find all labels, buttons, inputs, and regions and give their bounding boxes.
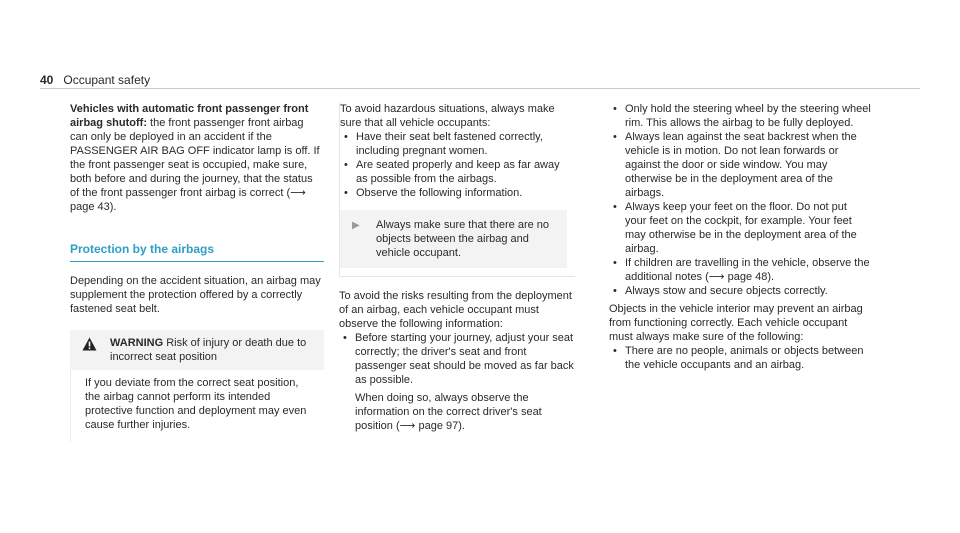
triangle-right-icon: ▶	[352, 220, 360, 231]
auto-shutoff-heading: Vehicles with automatic front passenger front airbag shutoff:	[70, 103, 309, 129]
page-header	[40, 73, 150, 87]
list-item: • Always keep your feet on the floor. Do not put your feet on the cockpit, for example. Your feet may otherwise be in the deployment area of the airbag.	[609, 200, 871, 256]
warning-header	[70, 330, 324, 370]
warning-box	[70, 330, 324, 442]
column-2	[339, 102, 575, 433]
page-ref-arrow-icon: ⟶	[290, 187, 306, 199]
section-title-header: Occupant safety	[63, 73, 151, 87]
instruction-note	[340, 210, 567, 268]
deployment-risk-intro: To avoid the risks resulting from the deployment of an airbag, each vehicle occupant must observe the following information:	[339, 290, 572, 330]
warning-triangle-icon	[82, 336, 98, 364]
airbag-instructions-list	[609, 102, 871, 298]
section-heading-protection: Protection by the airbags	[70, 242, 324, 262]
note-text: Always make sure that there are no objects between the airbag and vehicle occupant.	[376, 219, 550, 259]
warning-continuation-box	[339, 102, 575, 277]
page-ref-arrow-icon: ⟶	[708, 271, 725, 283]
page-number: 40	[40, 73, 54, 87]
column-1	[70, 102, 324, 442]
hazard-intro: To avoid hazardous situations, always make sure that all vehicle occupants:	[340, 103, 555, 129]
list-item: • Observe the following information.	[340, 186, 567, 200]
column-3	[609, 102, 871, 372]
objects-list	[609, 344, 871, 372]
list-item: • Only hold the steering wheel by the steering wheel rim. This allows the airbag to be fully deployed.	[609, 102, 871, 130]
page-ref-arrow-icon: ⟶	[399, 420, 416, 432]
list-item: • Before starting your journey, adjust your seat correctly; the driver's seat and front passenger seat should be moved as far back as possible. When doing so, always observe the information on the correct driver's seat position (⟶ page 97).	[339, 331, 575, 433]
list-item: • Are seated properly and keep as far away as possible from the airbags.	[340, 158, 567, 186]
list-item: • If children are travelling in the vehicle, observe the additional notes (⟶ page 48).	[609, 256, 871, 284]
list-item: • There are no people, animals or objects between the vehicle occupants and an airbag.	[609, 344, 871, 372]
list-item: • Always stow and secure objects correctly.	[609, 284, 871, 298]
page-ref-link[interactable]: page 43).	[70, 201, 117, 213]
occupant-list	[340, 130, 567, 200]
list-item: • Always lean against the seat backrest when the vehicle is in motion. Do not lean forwards or against the door or side window. You may otherwise be in the deployment area of the airbags.	[609, 130, 871, 200]
page-ref-link[interactable]: page 48).	[724, 271, 775, 283]
list-item-continuation: When doing so, always observe the information on the correct driver's seat position (⟶ page 97).	[355, 392, 542, 432]
page-ref-link[interactable]: page 97).	[415, 420, 465, 432]
warning-title: WARNING Risk of injury or death due to incorrect seat position	[110, 337, 307, 363]
list-item: • Have their seat belt fastened correctly, including pregnant women.	[340, 130, 567, 158]
objects-paragraph: Objects in the vehicle interior may prevent an airbag from functioning correctly. Each vehicle occupant must always make sure of the following:	[609, 303, 863, 343]
deployment-list	[339, 331, 575, 433]
header-rule	[40, 88, 920, 89]
warning-text: If you deviate from the correct seat position, the airbag cannot perform its intended protective function and deployment may even cause further injuries.	[70, 370, 324, 442]
auto-shutoff-paragraph: Vehicles with automatic front passenger front airbag shutoff: the front passenger front airbag can only be deployed in an accident if the PASSENGER AIR BAG OFF indicator lamp is off. If the front passenger seat is occupied, make sure, both before and during the journey, that the status of the front passenger front airbag is correct (⟶ page 43).	[70, 103, 320, 213]
protection-paragraph: Depending on the accident situation, an airbag may supplement the protection offered by a correctly fastened seat belt.	[70, 275, 321, 315]
